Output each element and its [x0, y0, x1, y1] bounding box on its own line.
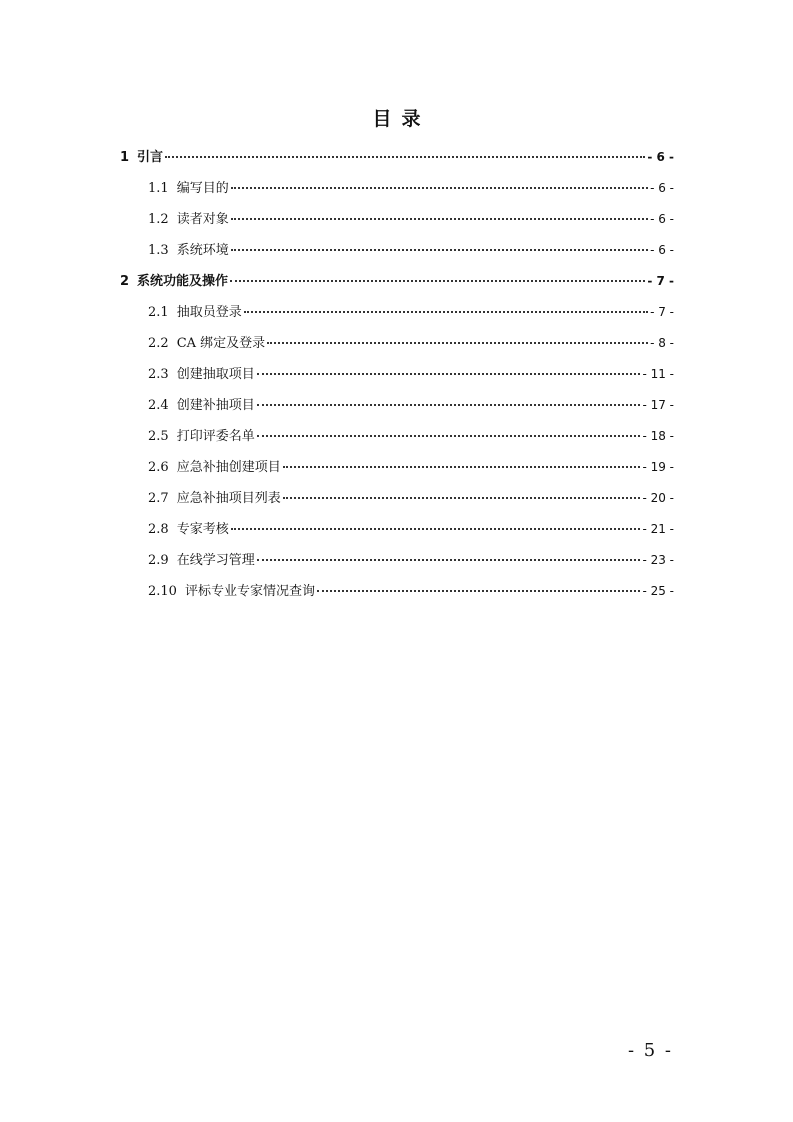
- dot-leader: [267, 341, 648, 344]
- toc-entry-text: 编写目的: [176, 181, 229, 196]
- toc-entry[interactable]: [118, 173, 674, 204]
- toc-entry-number: 2.4: [148, 398, 169, 413]
- toc-entry-number: 2.10: [148, 584, 177, 599]
- dot-leader: [257, 558, 641, 561]
- toc-entry-number: 2.1: [148, 305, 169, 320]
- toc-entry-number: 2: [120, 274, 130, 289]
- toc-entry[interactable]: [118, 514, 674, 545]
- toc-entry[interactable]: [118, 545, 674, 576]
- toc-entry-number: 2.9: [148, 553, 169, 568]
- toc-entry-page: - 19 -: [642, 460, 674, 474]
- dot-leader: [257, 372, 641, 375]
- toc-entry-text: 专家考核: [176, 522, 229, 537]
- toc-entry-page: - 25 -: [642, 584, 674, 598]
- toc-entry[interactable]: [118, 328, 674, 359]
- toc-entry-page: - 6 -: [650, 181, 674, 195]
- toc-entry-page: - 6 -: [647, 150, 674, 164]
- toc-entry-text: 引言: [137, 150, 164, 165]
- toc-entry[interactable]: [118, 390, 674, 421]
- toc-entry[interactable]: [118, 142, 674, 173]
- toc-entry-text: 系统功能及操作: [137, 274, 229, 289]
- toc-entry[interactable]: [118, 576, 674, 607]
- toc-entry-page: - 7 -: [647, 274, 674, 288]
- toc-entry-page: - 18 -: [642, 429, 674, 443]
- toc-entry-number: 2.5: [148, 429, 169, 444]
- toc-entry-text: CA 绑定及登录: [176, 336, 266, 351]
- toc-entry-number: 2.2: [148, 336, 169, 351]
- toc-title: 目录: [372, 108, 431, 130]
- toc-entry-text: 读者对象: [176, 212, 229, 227]
- dot-leader: [231, 527, 641, 530]
- table-of-contents: [118, 142, 674, 607]
- toc-entry[interactable]: [118, 266, 674, 297]
- toc-entry-page: - 6 -: [650, 212, 674, 226]
- toc-entry-number: 1: [120, 150, 130, 165]
- toc-entry-number: 1.2: [148, 212, 169, 227]
- toc-entry[interactable]: [118, 235, 674, 266]
- toc-entry-page: - 20 -: [642, 491, 674, 505]
- toc-entry[interactable]: [118, 297, 674, 328]
- toc-entry[interactable]: [118, 452, 674, 483]
- toc-entry-number: 2.3: [148, 367, 169, 382]
- toc-entry-page: - 21 -: [642, 522, 674, 536]
- toc-entry[interactable]: [118, 483, 674, 514]
- toc-entry-text: 评标专业专家情况查询: [184, 584, 315, 599]
- dot-leader: [283, 465, 641, 468]
- toc-entry-page: - 11 -: [642, 367, 674, 381]
- dot-leader: [230, 279, 645, 282]
- dot-leader: [317, 589, 640, 592]
- toc-entry-page: - 6 -: [650, 243, 674, 257]
- dot-leader: [165, 155, 645, 158]
- toc-entry-text: 在线学习管理: [176, 553, 255, 568]
- dot-leader: [231, 186, 648, 189]
- toc-entry-number: 1.1: [148, 181, 169, 196]
- toc-entry[interactable]: [118, 421, 674, 452]
- page-number: - 5 -: [627, 1040, 673, 1061]
- toc-entry-text: 抽取员登录: [176, 305, 242, 320]
- toc-entry-text: 打印评委名单: [176, 429, 255, 444]
- toc-entry-page: - 7 -: [650, 305, 674, 319]
- dot-leader: [231, 248, 648, 251]
- toc-entry-page: - 17 -: [642, 398, 674, 412]
- toc-entry-text: 创建抽取项目: [176, 367, 255, 382]
- toc-entry-page: - 23 -: [642, 553, 674, 567]
- toc-entry-number: 2.6: [148, 460, 169, 475]
- toc-entry-number: 2.7: [148, 491, 169, 506]
- toc-entry-text: 应急补抽创建项目: [176, 460, 281, 475]
- dot-leader: [231, 217, 648, 220]
- toc-entry[interactable]: [118, 204, 674, 235]
- dot-leader: [257, 403, 641, 406]
- toc-entry-text: 创建补抽项目: [176, 398, 255, 413]
- toc-entry-page: - 8 -: [650, 336, 674, 350]
- dot-leader: [283, 496, 641, 499]
- toc-entry-number: 2.8: [148, 522, 169, 537]
- toc-entry-text: 应急补抽项目列表: [176, 491, 281, 506]
- toc-entry-number: 1.3: [148, 243, 169, 258]
- dot-leader: [244, 310, 648, 313]
- toc-entry-text: 系统环境: [176, 243, 229, 258]
- toc-entry[interactable]: [118, 359, 674, 390]
- dot-leader: [257, 434, 641, 437]
